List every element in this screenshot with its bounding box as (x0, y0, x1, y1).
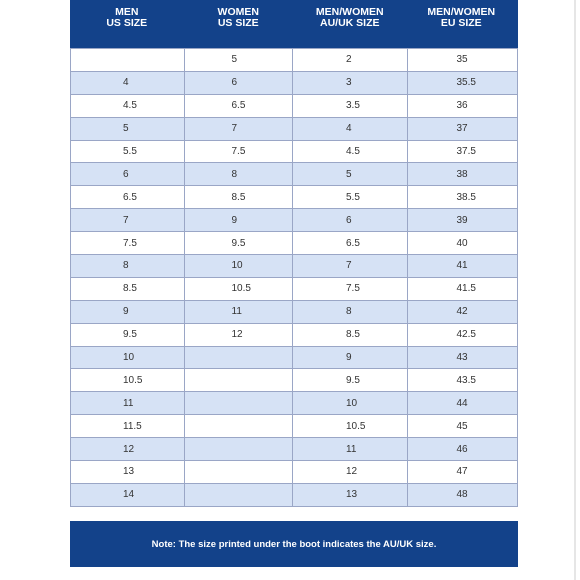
header-eu (406, 0, 518, 48)
table-row (71, 414, 517, 437)
table-cell: 46 (407, 438, 518, 460)
table-cell: 48 (407, 484, 518, 506)
table-cell: 4 (292, 118, 407, 140)
table-cell: 11 (292, 438, 407, 460)
table-cell: 36 (407, 95, 518, 117)
table-cell: 42 (407, 301, 518, 323)
table-cell: 12 (184, 324, 293, 346)
table-row (71, 117, 517, 140)
header-line: WOMEN (217, 6, 259, 18)
table-cell (184, 484, 293, 506)
table-cell: 47 (407, 461, 518, 483)
table-cell: 6 (292, 209, 407, 231)
table-row (71, 391, 517, 414)
table-row (71, 71, 517, 94)
table-cell: 8 (184, 163, 293, 185)
table-cell: 13 (123, 466, 135, 478)
table-cell: 38.5 (407, 186, 518, 208)
table-row (71, 346, 517, 369)
table-cell: 10 (292, 392, 407, 414)
table-cell: 7.5 (184, 141, 293, 163)
header-women-us (183, 0, 295, 48)
table-cell (184, 369, 293, 391)
table-cell: 6.5 (123, 191, 137, 203)
table-cell: 11 (123, 397, 134, 409)
table-cell: 11.5 (123, 420, 142, 432)
table-cell: 6 (123, 168, 129, 180)
table-cell: 4 (123, 77, 129, 89)
table-row (71, 323, 517, 346)
table-cell: 38 (407, 163, 518, 185)
table-cell: 3 (292, 72, 407, 94)
table-header (70, 0, 518, 48)
table-cell: 40 (407, 232, 518, 254)
table-body (70, 48, 518, 507)
table-cell: 8.5 (123, 283, 137, 295)
table-row (71, 254, 517, 277)
header-line: MEN (115, 6, 139, 18)
table-row (71, 185, 517, 208)
table-cell: 7 (292, 255, 407, 277)
table-cell: 35 (407, 49, 518, 71)
table-cell: 5 (292, 163, 407, 185)
table-row (71, 300, 517, 323)
table-cell (184, 347, 293, 369)
table-cell: 10.5 (184, 278, 293, 300)
table-cell: 9.5 (184, 232, 293, 254)
table-cell: 9.5 (123, 329, 137, 341)
table-cell: 5 (123, 123, 129, 135)
header-line: AU/UK SIZE (319, 17, 380, 29)
table-row (71, 94, 517, 117)
table-row (71, 162, 517, 185)
table-cell: 39 (407, 209, 518, 231)
table-row (71, 368, 517, 391)
table-cell: 12 (123, 443, 135, 455)
table-cell: 8 (292, 301, 407, 323)
table-cell (184, 461, 293, 483)
table-cell: 37 (407, 118, 518, 140)
header-line: MEN/WOMEN (315, 6, 384, 18)
table-cell: 10 (184, 255, 293, 277)
table-cell: 5 (184, 49, 293, 71)
table-cell: 10.5 (292, 415, 407, 437)
table-cell: 37.5 (407, 141, 518, 163)
table-cell: 41.5 (407, 278, 518, 300)
table-cell: 9 (292, 347, 407, 369)
table-cell: 11 (184, 301, 293, 323)
header-line: MEN/WOMEN (427, 6, 496, 18)
table-cell (184, 392, 293, 414)
table-cell: 7 (123, 214, 129, 226)
page-edge-rule (574, 0, 576, 580)
table-cell: 44 (407, 392, 518, 414)
table-cell: 6.5 (184, 95, 293, 117)
table-row (71, 48, 517, 71)
table-cell: 8.5 (292, 324, 407, 346)
table-row (71, 231, 517, 254)
table-row (71, 460, 517, 483)
table-cell: 8.5 (184, 186, 293, 208)
table-cell: 5.5 (123, 146, 137, 157)
table-cell: 9 (123, 306, 129, 318)
table-cell: 7.5 (123, 237, 137, 249)
table-row (71, 437, 517, 460)
table-cell: 35.5 (407, 72, 518, 94)
table-cell: 4.5 (292, 141, 407, 163)
table-cell: 13 (292, 484, 407, 506)
header-line: US SIZE (217, 17, 259, 29)
table-cell: 3.5 (292, 95, 407, 117)
header-men-us (71, 0, 183, 48)
header-au-uk (294, 0, 406, 48)
table-cell: 6.5 (292, 232, 407, 254)
table-cell: 6 (184, 72, 293, 94)
table-cell: 7.5 (292, 278, 407, 300)
table-cell: 10 (123, 352, 135, 364)
table-row (71, 140, 517, 163)
table-row (71, 483, 517, 506)
table-cell: 10.5 (123, 374, 143, 386)
size-note: Note: The size printed under the boot indicates the AU/UK size. (70, 521, 518, 567)
table-cell: 7 (184, 118, 293, 140)
table-cell: 9 (184, 209, 293, 231)
table-cell: 9.5 (292, 369, 407, 391)
table-cell (71, 49, 184, 71)
table-cell: 45 (407, 415, 518, 437)
size-chart-table (70, 0, 518, 507)
table-cell (184, 438, 293, 460)
table-cell: 12 (292, 461, 407, 483)
table-cell: 43.5 (407, 369, 518, 391)
table-row (71, 208, 517, 231)
header-line: US SIZE (106, 17, 148, 29)
table-cell: 5.5 (292, 186, 407, 208)
table-cell: 14 (123, 489, 135, 501)
table-row (71, 277, 517, 300)
table-cell: 8 (123, 260, 129, 272)
table-cell: 41 (407, 255, 518, 277)
table-cell: 42.5 (407, 324, 518, 346)
table-cell: 4.5 (123, 100, 137, 112)
table-cell: 43 (407, 347, 518, 369)
table-cell: 2 (292, 49, 407, 71)
table-cell (184, 415, 293, 437)
header-line: EU SIZE (440, 17, 482, 29)
